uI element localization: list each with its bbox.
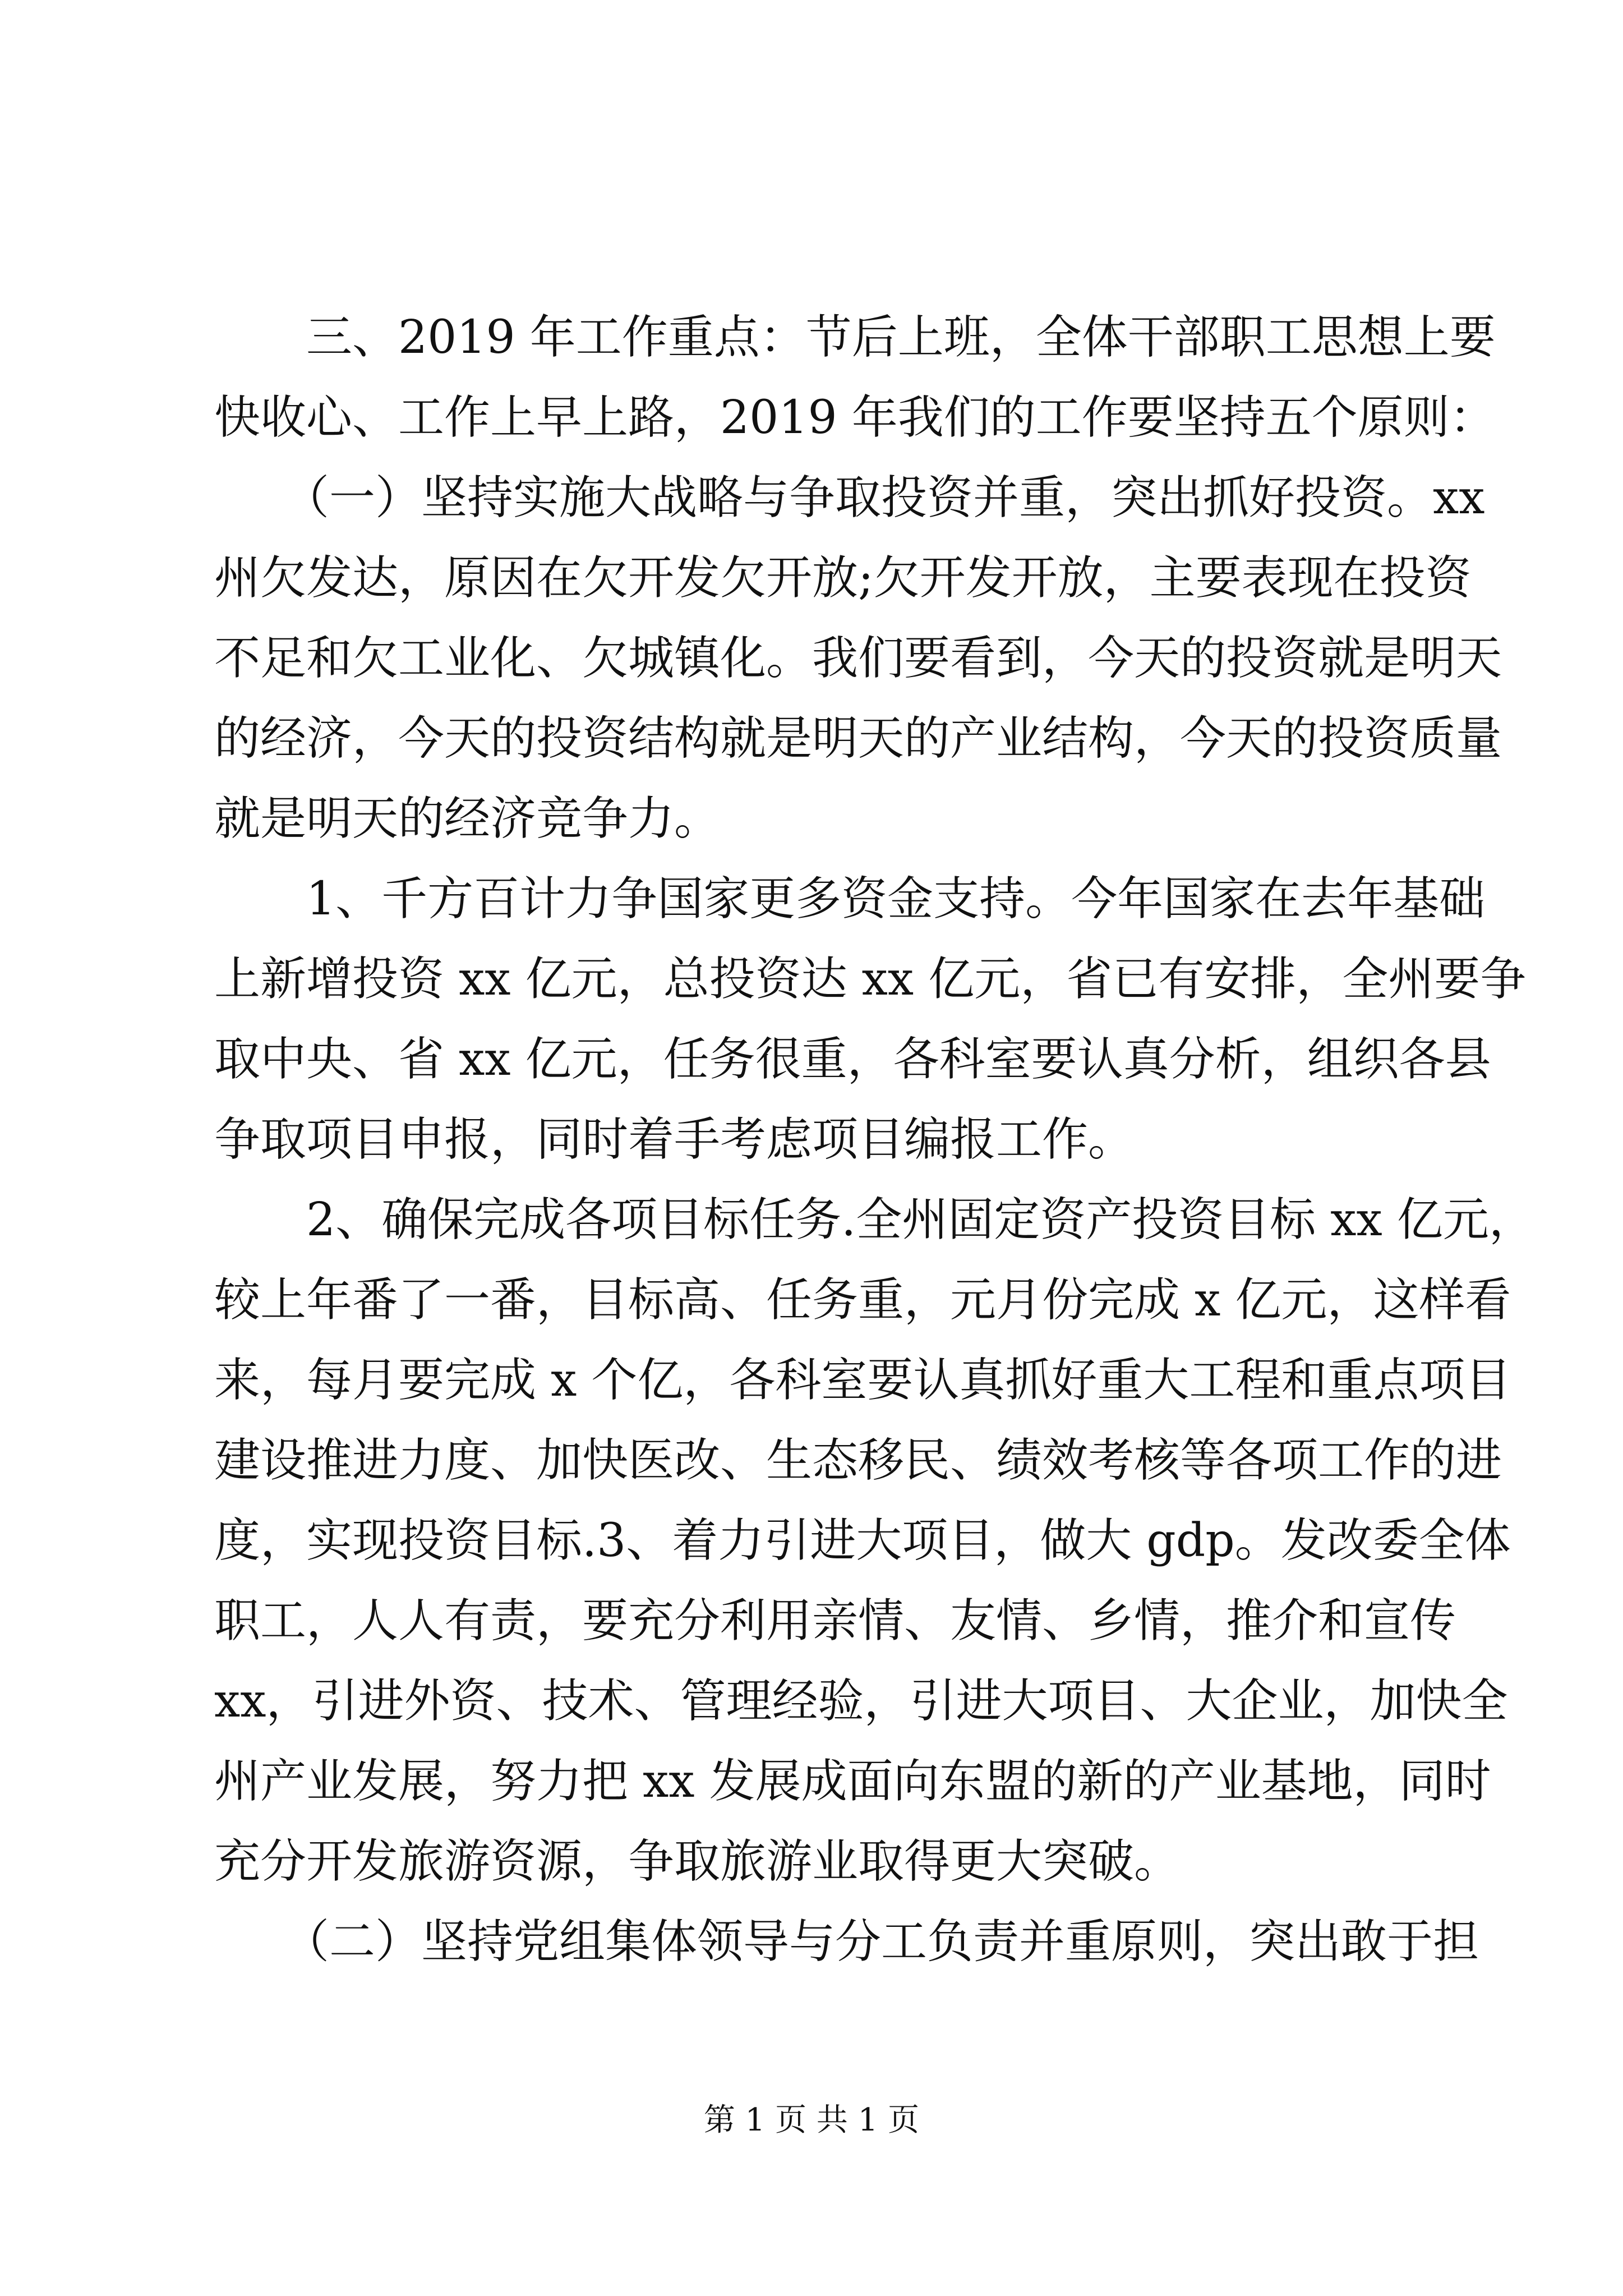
text-line: 就是明天的经济竞争力。 [214, 792, 721, 845]
text-line: 州欠发达，原因在欠开发欠开放;欠开发开放，主要表现在投资 [214, 551, 1472, 605]
text-line: 不足和欠工业化、欠城镇化。我们要看到，今天的投资就是明天 [214, 632, 1502, 685]
text-line: 较上年番了一番，目标高、任务重，元月份完成 x 亿元，这样看 [214, 1273, 1511, 1327]
text-line: 上新增投资 xx 亿元，总投资达 xx 亿元，省已有安排，全州要争 [214, 953, 1527, 1006]
text-line: 充分开发旅游资源，争取旅游业取得更大突破。 [214, 1835, 1181, 1888]
page-number: 第 1 页 共 1 页 [703, 2102, 920, 2138]
text-line: （二）坚持党组集体领导与分工负责并重原则，突出敢于担 [214, 1915, 1479, 1968]
text-line: 取中央、省 xx 亿元，任务很重，各科室要认真分析，组织各县 [214, 1033, 1491, 1086]
body-text [214, 297, 1535, 1982]
text-line: 州产业发展，努力把 xx 发展成面向东盟的新的产业基地，同时 [214, 1755, 1491, 1808]
text-line: 建设推进力度、加快医改、生态移民、绩效考核等各项工作的进 [214, 1434, 1502, 1487]
text-line: 的经济，今天的投资结构就是明天的产业结构，今天的投资质量 [214, 712, 1502, 765]
text-line: 2、确保完成各项目标任务.全州固定资产投资目标 xx 亿元， [214, 1193, 1535, 1246]
text-line: 争取项目申报，同时着手考虑项目编报工作。 [214, 1113, 1135, 1166]
text-line: 1、千方百计力争国家更多资金支持。今年国家在去年基础 [214, 872, 1486, 926]
text-line: 职工，人人有责，要充分利用亲情、友情、乡情，推介和宣传 [214, 1594, 1456, 1648]
text-line: xx，引进外资、技术、管理经验，引进大项目、大企业，加快全 [214, 1674, 1508, 1728]
text-line: （一）坚持实施大战略与争取投资并重，突出抓好投资。xx [214, 471, 1485, 524]
text-line: 三、2019 年工作重点：节后上班，全体干部职工思想上要 [214, 311, 1496, 364]
text-line: 快收心、工作上早上路，2019 年我们的工作要坚持五个原则： [214, 391, 1496, 444]
page-footer [0, 2098, 1623, 2143]
text-line: 来，每月要完成 x 个亿，各科室要认真抓好重大工程和重点项目 [214, 1354, 1511, 1407]
text-line: 度，实现投资目标.3、着力引进大项目，做大 gdp。发改委全体 [214, 1514, 1511, 1567]
